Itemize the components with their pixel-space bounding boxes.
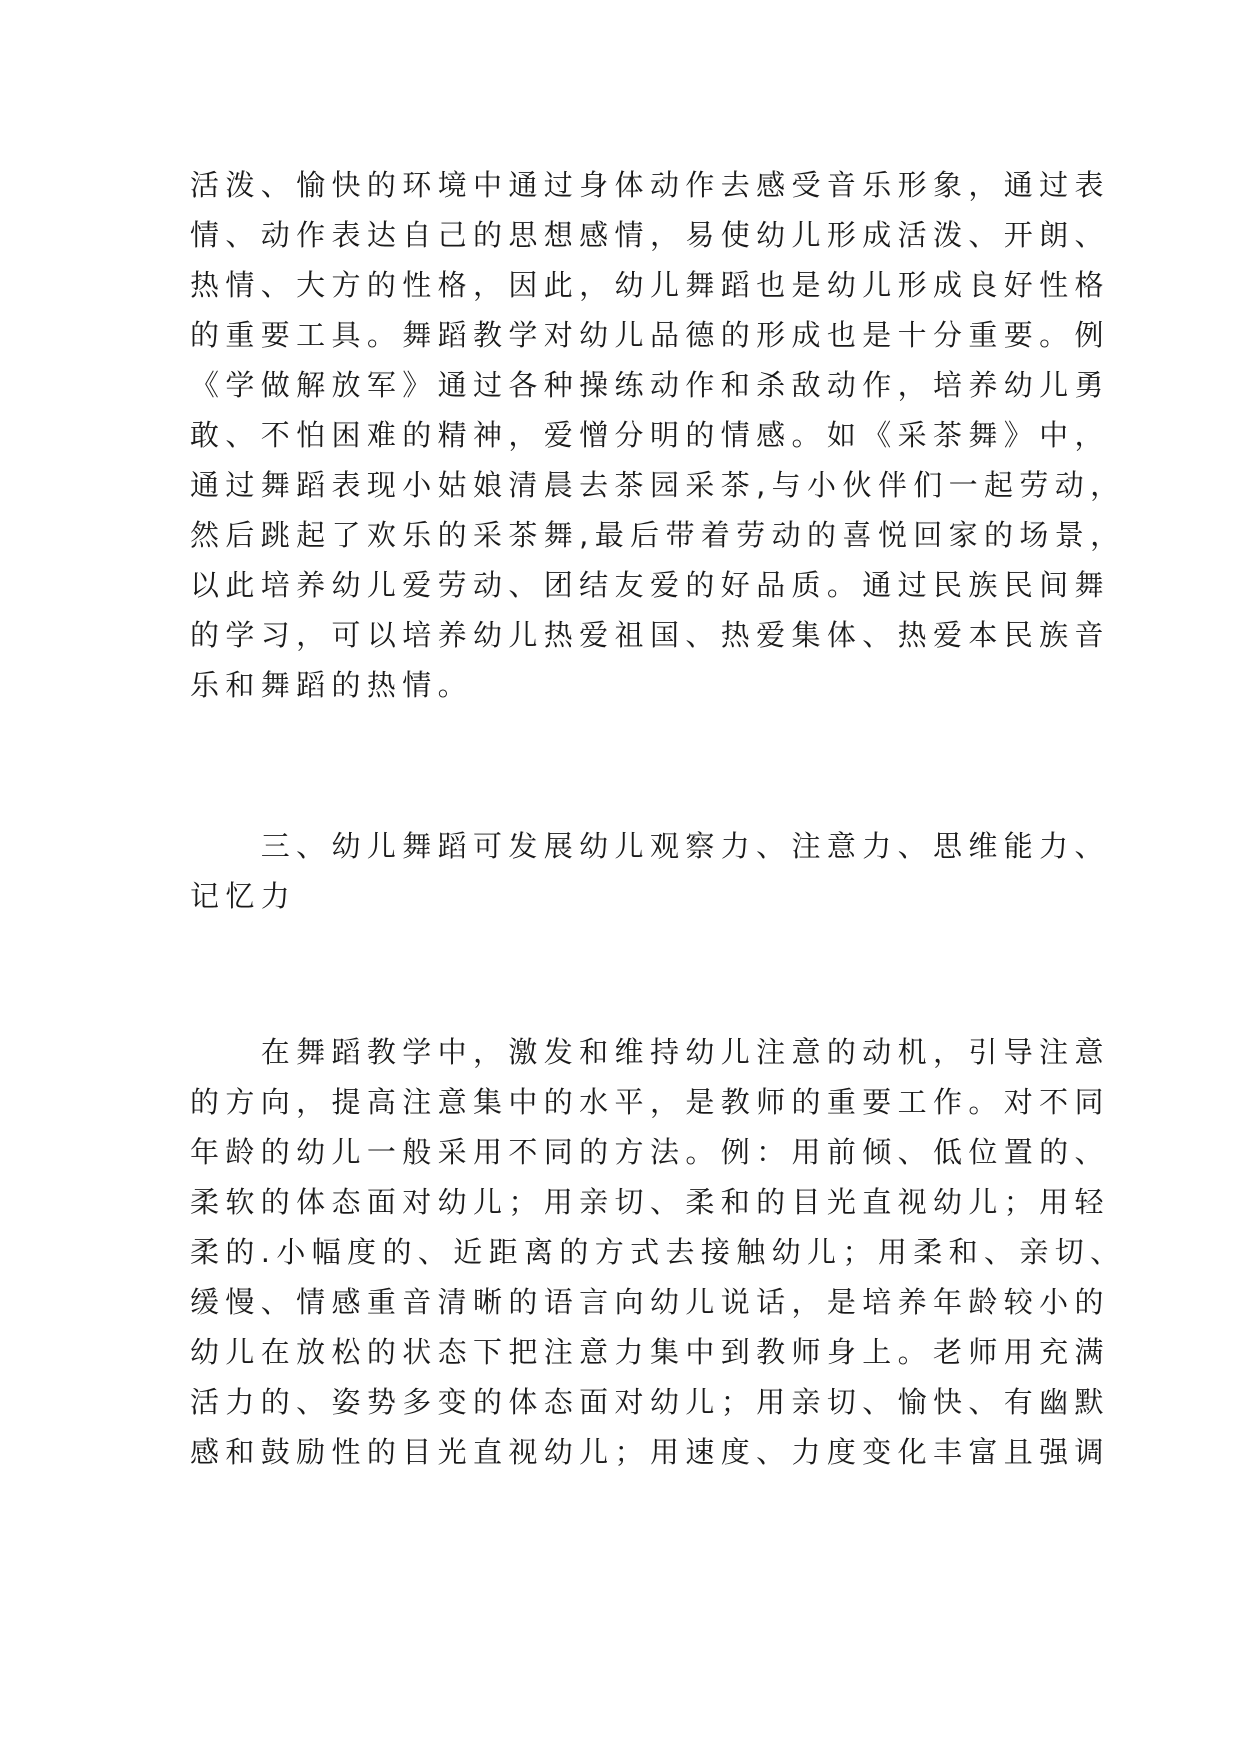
heading-line: 三、幼儿舞蹈可发展幼儿观察力、注意力、思维能力、	[190, 829, 1110, 863]
paragraph-line: 活泼、愉快的环境中通过身体动作去感受音乐形象，通过表	[190, 168, 1110, 202]
paragraph-line: 热情、大方的性格，因此，幼儿舞蹈也是幼儿形成良好性格	[190, 268, 1110, 302]
paragraph-line: 缓慢、情感重音清晰的语言向幼儿说话，是培养年龄较小的	[190, 1285, 1110, 1319]
paragraph-line: 柔的.小幅度的、近距离的方式去接触幼儿；用柔和、亲切、	[190, 1235, 1126, 1269]
paragraph-line: 感和鼓励性的目光直视幼儿；用速度、力度变化丰富且强调	[190, 1435, 1110, 1469]
paragraph-line: 敢、不怕困难的精神，爱憎分明的情感。如《采茶舞》中，	[190, 418, 1110, 452]
paragraph-line: 以此培养幼儿爱劳动、团结友爱的好品质。通过民族民间舞	[190, 568, 1110, 602]
paragraph-line: 在舞蹈教学中，激发和维持幼儿注意的动机，引导注意	[190, 1035, 1110, 1069]
paragraph-line: 然后跳起了欢乐的采茶舞,最后带着劳动的喜悦回家的场景，	[190, 518, 1126, 552]
paragraph-line: 年龄的幼儿一般采用不同的方法。例：用前倾、低位置的、	[190, 1135, 1110, 1169]
paragraph-line: 柔软的体态面对幼儿；用亲切、柔和的目光直视幼儿；用轻	[190, 1185, 1110, 1219]
body-paragraph-1	[190, 160, 1126, 710]
paragraph-line: 情、动作表达自己的思想感情，易使幼儿形成活泼、开朗、	[190, 218, 1110, 252]
paragraph-line: 幼儿在放松的状态下把注意力集中到教师身上。老师用充满	[190, 1335, 1110, 1369]
body-paragraph-2	[190, 1027, 1126, 1477]
paragraph-line: 通过舞蹈表现小姑娘清晨去茶园采茶,与小伙伴们一起劳动，	[190, 468, 1126, 502]
paragraph-line: 的方向，提高注意集中的水平，是教师的重要工作。对不同	[190, 1085, 1110, 1119]
paragraph-line: 的学习，可以培养幼儿热爱祖国、热爱集体、热爱本民族音	[190, 618, 1110, 652]
paragraph-line: 的重要工具。舞蹈教学对幼儿品德的形成也是十分重要。例	[190, 318, 1110, 352]
paragraph-line: 活力的、姿势多变的体态面对幼儿；用亲切、愉快、有幽默	[190, 1385, 1110, 1419]
paragraph-line: 乐和舞蹈的热情。	[190, 668, 474, 702]
heading-line: 记忆力	[190, 879, 297, 913]
paragraph-line: 《学做解放军》通过各种操练动作和杀敌动作，培养幼儿勇	[190, 368, 1110, 402]
section-heading	[190, 821, 1110, 921]
